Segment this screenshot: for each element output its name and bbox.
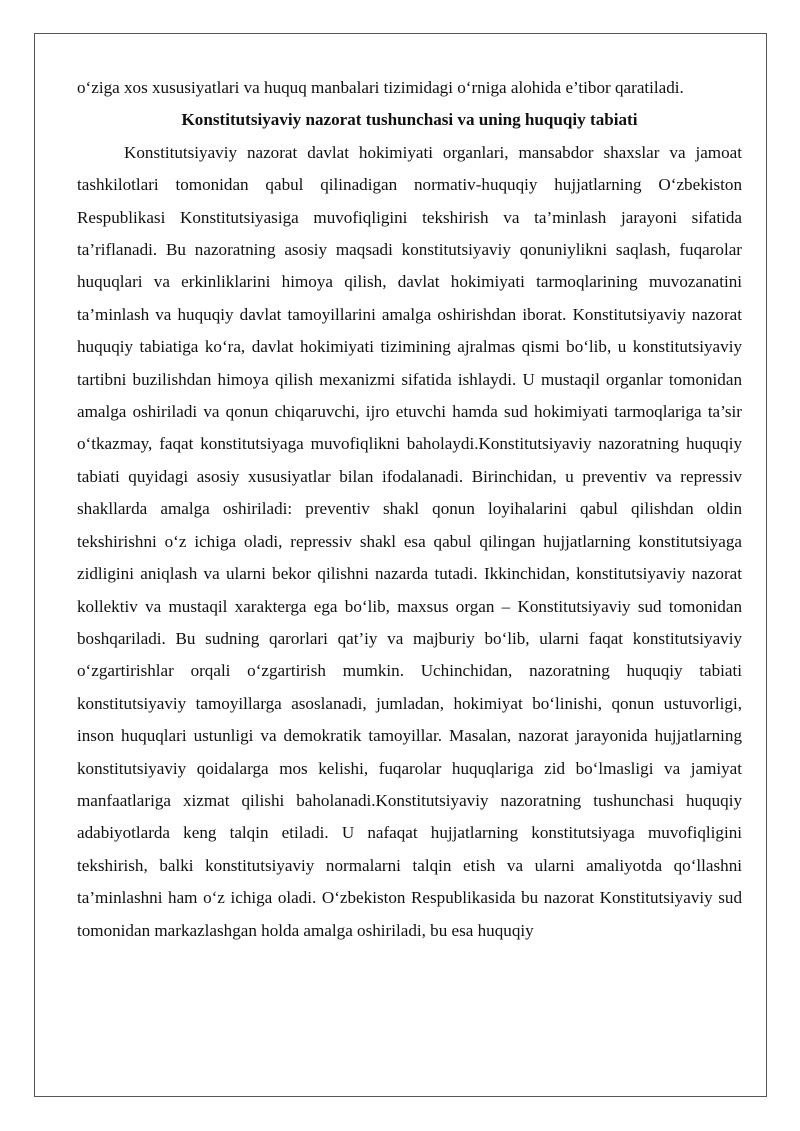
document-body xyxy=(77,72,742,947)
section-heading: Konstitutsiyaviy nazorat tushunchasi va uning huquqiy tabiati xyxy=(181,110,638,130)
continuation-paragraph: o‘ziga xos xususiyatlari va huquq manbalari tizimidagi o‘rniga alohida e’tibor qaratiladi. xyxy=(77,78,684,97)
body-paragraph: Konstitutsiyaviy nazorat davlat hokimiyati organlari, mansabdor shaxslar va jamoat tashkilotlari tomonidan qabul qilinadigan normativ-huquqiy hujjatlarning O‘zbekiston Respublikasi Konstitutsiyasiga muvofiqligini tekshirish va ta’minlash jarayoni sifatida ta’riflanadi. Bu nazoratning asosiy maqsadi konstitutsiyaviy qonuniylikni saqlash, fuqarolar huquqlari va erkinliklarini himoya qilish, davlat hokimiyati tarmoqlarining muvozanatini ta’minlash va huquqiy davlat tamoyillarini amalga oshirishdan iborat. Konstitutsiyaviy nazorat huquqiy tabiatiga ko‘ra, davlat hokimiyati tizimining ajralmas qismi bo‘lib, u konstitutsiyaviy tartibni buzilishdan himoya qilish mexanizmi sifatida ishlaydi. U mustaqil organlar tomonidan amalga oshiriladi va qonun chiqaruvchi, ijro etuvchi hamda sud hokimiyati tarmoqlariga ta’sir o‘tkazmay, faqat konstitutsiyaga muvofiqlikni baholaydi.Konstitutsiyaviy nazoratning huquqiy tabiati quyidagi asosiy xususiyatlar bilan ifodalanadi. Birinchidan, u preventiv va repressiv shakllarda amalga oshiriladi: preventiv shakl qonun loyihalarini qabul qilishdan oldin tekshirishni o‘z ichiga oladi, repressiv shakl esa qabul qilingan hujjatlarning konstitutsiyaga zidligini aniqlash va ularni bekor qilishni nazarda tutadi. Ikkinchidan, konstitutsiyaviy nazorat kollektiv va mustaqil xarakterga ega bo‘lib, maxsus organ – Konstitutsiyaviy sud tomonidan boshqariladi. Bu sudning qarorlari qat’iy va majburiy bo‘lib, ularni faqat konstitutsiyaviy o‘zgartirishlar orqali o‘zgartirish mumkin. Uchinchidan, nazoratning huquqiy tabiati konstitutsiyaviy tamoyillarga asoslanadi, jumladan, hokimiyat bo‘linishi, qonun ustuvorligi, inson huquqlari ustunligi va demokratik tamoyillar. Masalan, nazorat jarayonida hujjatlarning konstitutsiyaviy qoidalarga mos kelishi, fuqarolar huquqlariga zid bo‘lmasligi va jamiyat manfaatlariga xizmat qilishi baholanadi.Konstitutsiyaviy nazoratning tushunchasi huquqiy adabiyotlarda keng talqin etiladi. U nafaqat hujjatlarning konstitutsiyaga muvofiqligini tekshirish, balki konstitutsiyaviy normalarni talqin etish va ularni amaliyotda qo‘llashni ta’minlashni ham o‘z ichiga oladi. O‘zbekiston Respublikasida bu nazorat Konstitutsiyaviy sud tomonidan markazlashgan holda amalga oshiriladi, bu esa huquqiy xyxy=(77,142,742,940)
